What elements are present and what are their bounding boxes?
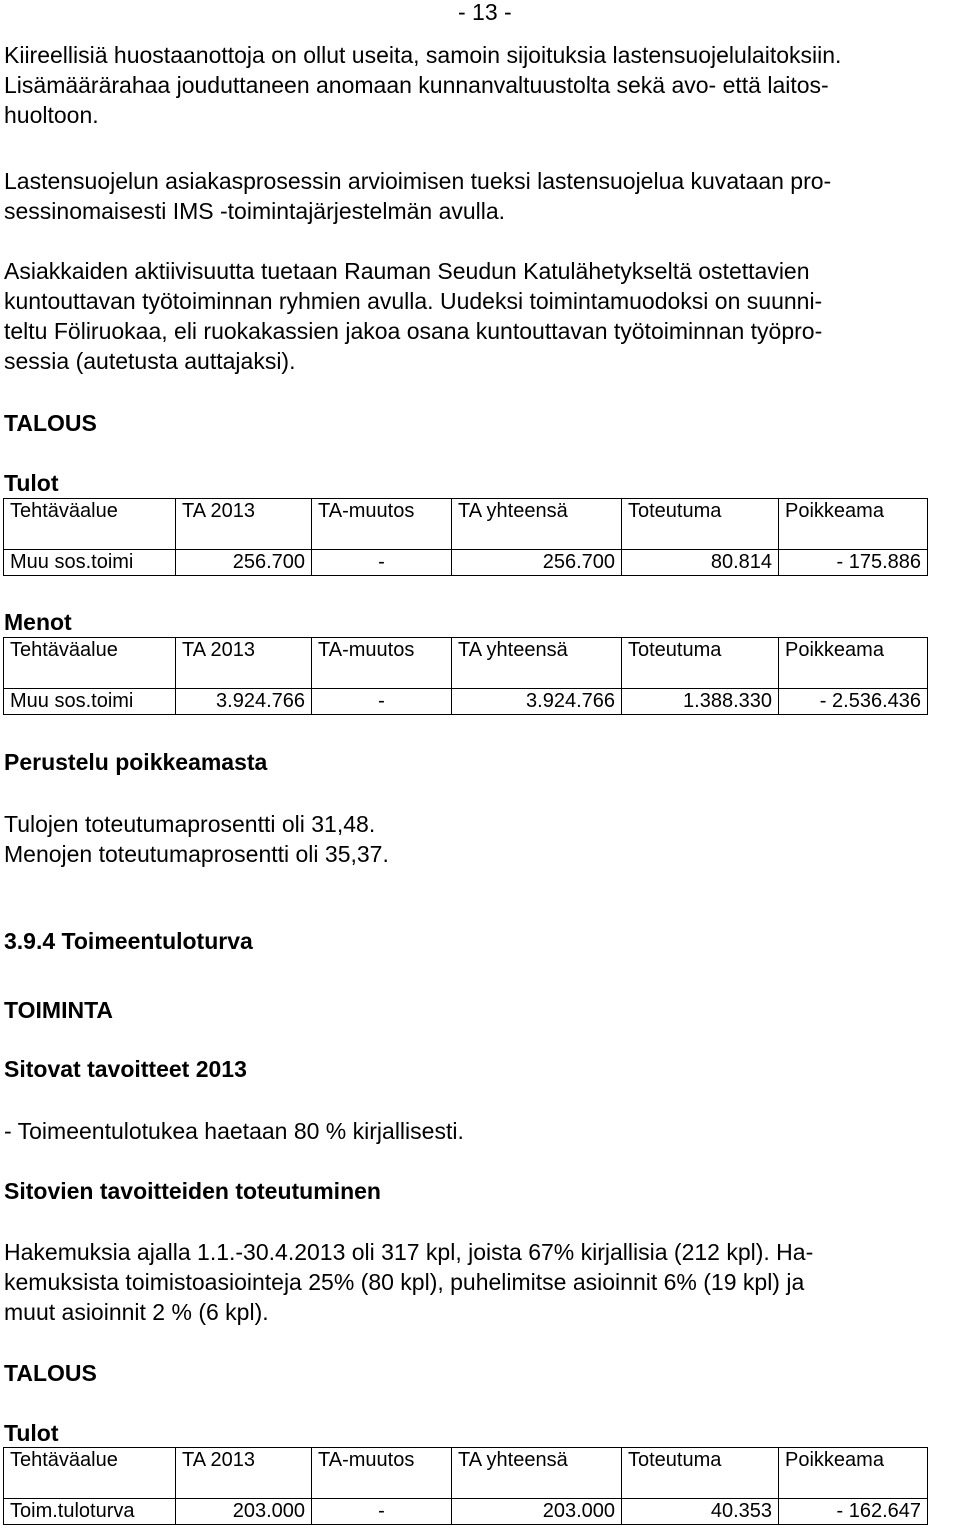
column-header: Toteutuma [622,499,779,550]
table-row [4,550,928,576]
column-header: TA-muutos [312,1448,452,1499]
column-header: TA yhteensä [452,499,622,550]
intro-paragraph-1 [4,40,841,130]
talous-heading: TALOUS [4,410,97,436]
column-header: TA 2013 [176,1448,312,1499]
text-line: sessinomaisesti IMS -toimintajärjestelmän avulla. [4,198,506,224]
text-line: Kiireellisiä huostaanottoja on ollut useita, samoin sijoituksia lastensuojelulaitoksiin. [4,42,842,68]
toteutuminen-heading: Sitovien tavoitteiden toteutuminen [4,1178,381,1204]
text-line: muut asioinnit 2 % (6 kpl). [4,1299,269,1325]
table-cell: 1.388.330 [622,689,779,715]
talous-heading-2: TALOUS [4,1360,97,1386]
column-header: TA yhteensä [452,638,622,689]
text-line: teltu Föliruokaa, eli ruokakassien jakoa osana kuntouttavan työtoiminnan työpro- [4,318,823,344]
column-header: Toteutuma [622,638,779,689]
intro-paragraph-3 [4,256,822,376]
page-number: - 13 - [458,0,512,25]
text-line: huoltoon. [4,102,99,128]
text-line: Lisämäärärahaa jouduttaneen anomaan kunnanvaltuustolta sekä avo- että laitos- [4,72,829,98]
perustelu-text [4,809,389,869]
table-cell: - 162.647 [779,1499,928,1525]
column-header: TA 2013 [176,638,312,689]
column-header: Poikkeama [779,499,928,550]
toteutuminen-text [4,1237,813,1327]
text-line: Lastensuojelun asiakasprosessin arvioimisen tueksi lastensuojelua kuvataan pro- [4,168,832,194]
text-line: Tulojen toteutumaprosentti oli 31,48. [4,811,376,837]
column-header: TA yhteensä [452,1448,622,1499]
column-header: Tehtäväalue [4,1448,176,1499]
text-line: Menojen toteutumaprosentti oli 35,37. [4,841,389,867]
text-line: kuntouttavan työtoiminnan ryhmien avulla. Uudeksi toimintamuodoksi on suunni- [4,288,823,314]
menot-table [3,637,928,715]
column-header: Tehtäväalue [4,638,176,689]
table-cell: Toim.tuloturva [4,1499,176,1525]
table-cell: 80.814 [622,550,779,576]
table-cell: 256.700 [176,550,312,576]
column-header: Poikkeama [779,1448,928,1499]
table-cell: - 175.886 [779,550,928,576]
tulot-heading: Tulot [4,470,59,496]
column-header: TA 2013 [176,499,312,550]
table-cell: - 2.536.436 [779,689,928,715]
column-header: TA-muutos [312,499,452,550]
table-header-row [4,499,928,550]
table-cell: Muu sos.toimi [4,689,176,715]
table-cell: 203.000 [176,1499,312,1525]
section-heading-toimeentuloturva: 3.9.4 Toimeentuloturva [4,928,253,954]
table-cell: 3.924.766 [176,689,312,715]
toiminta-heading: TOIMINTA [4,997,114,1023]
sitovat-tavoitteet-text: - Toimeentulotukea haetaan 80 % kirjallisesti. [4,1118,464,1144]
text-line: Asiakkaiden aktiivisuutta tuetaan Rauman Seudun Katulähetykseltä ostettavien [4,258,810,284]
text-line: kemuksista toimistoasiointeja 25% (80 kpl), puhelimitse asioinnit 6% (19 kpl) ja [4,1269,805,1295]
text-line: Hakemuksia ajalla 1.1.-30.4.2013 oli 317 kpl, joista 67% kirjallisia (212 kpl). Ha- [4,1239,814,1265]
column-header: Poikkeama [779,638,928,689]
table-cell: - [312,550,452,576]
perustelu-heading: Perustelu poikkeamasta [4,749,268,775]
toimeentuloturva-tulot-table [3,1447,928,1525]
table-cell: - [312,1499,452,1525]
table-header-row [4,1448,928,1499]
table-cell: 256.700 [452,550,622,576]
column-header: Tehtäväalue [4,499,176,550]
intro-paragraph-2 [4,166,831,226]
table-row [4,689,928,715]
table-cell: Muu sos.toimi [4,550,176,576]
table-header-row [4,638,928,689]
menot-heading: Menot [4,609,72,635]
tulot-heading-2: Tulot [4,1420,59,1446]
text-line: sessia (autetusta auttajaksi). [4,348,296,374]
column-header: TA-muutos [312,638,452,689]
table-row [4,1499,928,1525]
column-header: Toteutuma [622,1448,779,1499]
table-cell: 203.000 [452,1499,622,1525]
table-cell: 3.924.766 [452,689,622,715]
table-cell: - [312,689,452,715]
table-cell: 40.353 [622,1499,779,1525]
sitovat-tavoitteet-heading: Sitovat tavoitteet 2013 [4,1056,247,1082]
tulot-table [3,498,928,576]
